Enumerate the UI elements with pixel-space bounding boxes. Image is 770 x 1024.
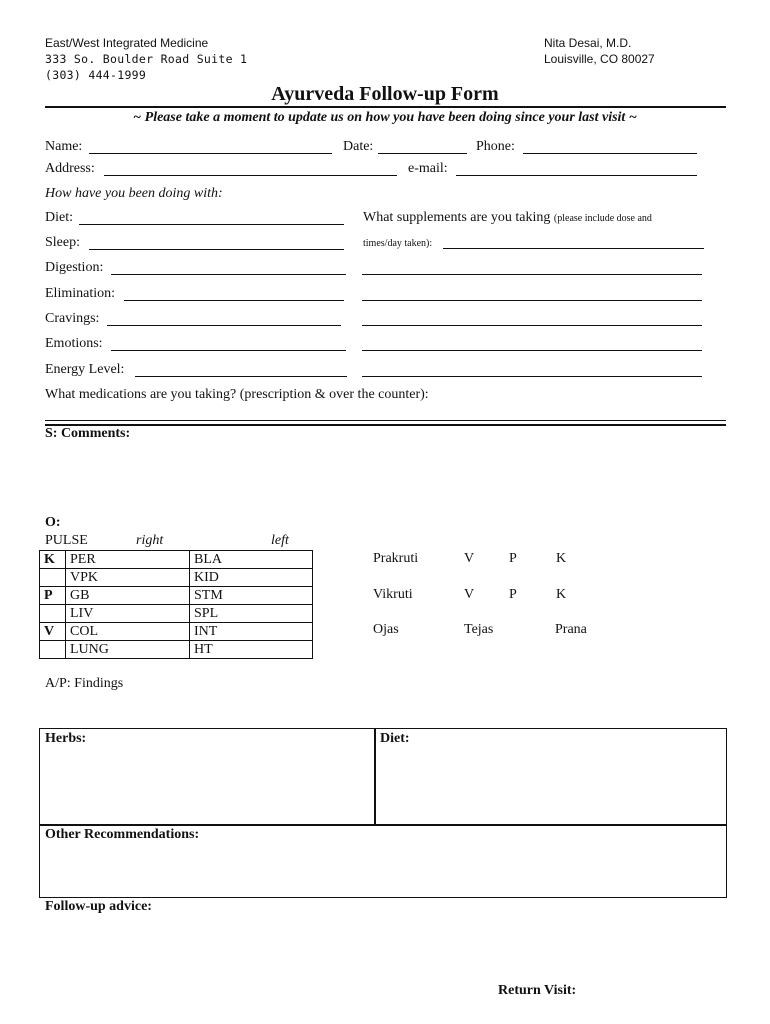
supplements-field-5[interactable] bbox=[362, 350, 702, 351]
medications-question: What medications are you taking? (prescription & over the counter): bbox=[45, 387, 429, 402]
ojas-label[interactable]: Ojas bbox=[373, 622, 399, 637]
dosha-cell: K bbox=[40, 551, 66, 569]
phone-label: Phone: bbox=[476, 139, 515, 154]
page-subtitle: ~ Please take a moment to update us on how you have been doing since your last visit ~ bbox=[133, 110, 637, 125]
page-title: Ayurveda Follow-up Form bbox=[271, 83, 499, 105]
date-label: Date: bbox=[343, 139, 374, 154]
energy-field[interactable] bbox=[135, 376, 347, 377]
right-pulse-cell: GB bbox=[66, 587, 190, 605]
energy-label: Energy Level: bbox=[45, 362, 125, 377]
supplements-field-6[interactable] bbox=[362, 376, 702, 377]
address-field[interactable] bbox=[104, 175, 397, 176]
date-field[interactable] bbox=[378, 153, 467, 154]
cravings-label: Cravings: bbox=[45, 311, 100, 326]
other-recommendations-label: Other Recommendations: bbox=[45, 827, 200, 842]
prakruti-v[interactable]: V bbox=[464, 551, 475, 566]
digestion-field[interactable] bbox=[111, 274, 346, 275]
dosha-cell: P bbox=[40, 587, 66, 605]
pulse-right-label: right bbox=[136, 533, 164, 548]
left-pulse-cell: BLA bbox=[190, 551, 313, 569]
prakruti-p[interactable]: P bbox=[509, 551, 517, 566]
supplements-field-3[interactable] bbox=[362, 300, 702, 301]
dosha-cell: V bbox=[40, 623, 66, 641]
clinic-phone: (303) 444-1999 bbox=[45, 68, 147, 82]
pulse-row bbox=[40, 587, 313, 605]
supplements-question-text: What supplements are you taking bbox=[363, 210, 551, 225]
clinic-city: Louisville, CO 80027 bbox=[544, 52, 655, 66]
diet-box[interactable] bbox=[374, 728, 727, 826]
name-field[interactable] bbox=[89, 153, 332, 154]
supplements-field-2[interactable] bbox=[362, 274, 702, 275]
prana-label[interactable]: Prana bbox=[555, 622, 587, 637]
supplements-note-2: times/day taken): bbox=[363, 238, 433, 249]
clinic-name: East/West Integrated Medicine bbox=[45, 36, 209, 50]
pulse-row bbox=[40, 551, 313, 569]
medications-rule bbox=[45, 420, 726, 426]
tejas-label[interactable]: Tejas bbox=[464, 622, 494, 637]
return-visit-label: Return Visit: bbox=[498, 983, 577, 998]
diet-field[interactable] bbox=[79, 224, 344, 225]
supplements-field-4[interactable] bbox=[362, 325, 702, 326]
comments-label: S: Comments: bbox=[45, 426, 131, 441]
diet-box-label: Diet: bbox=[380, 731, 410, 746]
sleep-label: Sleep: bbox=[45, 235, 80, 250]
herbs-label: Herbs: bbox=[45, 731, 87, 746]
right-pulse-cell: VPK bbox=[66, 569, 190, 587]
dosha-cell bbox=[40, 641, 66, 659]
address-label: Address: bbox=[45, 161, 95, 176]
right-pulse-cell: LUNG bbox=[66, 641, 190, 659]
left-pulse-cell: INT bbox=[190, 623, 313, 641]
sleep-field[interactable] bbox=[89, 249, 344, 250]
pulse-row bbox=[40, 569, 313, 587]
pulse-label: PULSE bbox=[45, 533, 88, 548]
emotions-label: Emotions: bbox=[45, 336, 103, 351]
followup-label: Follow-up advice: bbox=[45, 899, 152, 914]
elimination-label: Elimination: bbox=[45, 286, 115, 301]
prakruti-k[interactable]: K bbox=[556, 551, 567, 566]
left-pulse-cell: STM bbox=[190, 587, 313, 605]
pulse-row bbox=[40, 641, 313, 659]
name-label: Name: bbox=[45, 139, 83, 154]
supplements-note: (please include dose and bbox=[553, 213, 652, 224]
prakruti-label: Prakruti bbox=[373, 551, 419, 566]
right-pulse-cell: COL bbox=[66, 623, 190, 641]
vikruti-k[interactable]: K bbox=[556, 587, 567, 602]
left-pulse-cell: HT bbox=[190, 641, 313, 659]
left-pulse-cell: SPL bbox=[190, 605, 313, 623]
pulse-table bbox=[39, 550, 313, 659]
emotions-field[interactable] bbox=[111, 350, 346, 351]
clinic-street: 333 So. Boulder Road Suite 1 bbox=[45, 52, 248, 66]
findings-label: A/P: Findings bbox=[45, 676, 124, 691]
supplements-question bbox=[363, 210, 652, 226]
doing-heading: How have you been doing with: bbox=[45, 186, 223, 201]
right-pulse-cell: LIV bbox=[66, 605, 190, 623]
diet-label: Diet: bbox=[45, 210, 73, 225]
vikruti-label: Vikruti bbox=[373, 587, 413, 602]
dosha-cell bbox=[40, 605, 66, 623]
herbs-box[interactable] bbox=[39, 728, 376, 826]
supplements-field-1[interactable] bbox=[443, 248, 704, 249]
vikruti-p[interactable]: P bbox=[509, 587, 517, 602]
pulse-row bbox=[40, 623, 313, 641]
cravings-field[interactable] bbox=[107, 325, 341, 326]
email-label: e-mail: bbox=[408, 161, 448, 176]
title-rule bbox=[45, 106, 726, 108]
vikruti-v[interactable]: V bbox=[464, 587, 475, 602]
dosha-cell bbox=[40, 569, 66, 587]
left-pulse-cell: KID bbox=[190, 569, 313, 587]
pulse-left-label: left bbox=[271, 533, 289, 548]
objective-label: O: bbox=[45, 515, 61, 530]
right-pulse-cell: PER bbox=[66, 551, 190, 569]
email-field[interactable] bbox=[456, 175, 697, 176]
digestion-label: Digestion: bbox=[45, 260, 104, 275]
phone-field[interactable] bbox=[523, 153, 697, 154]
doctor-name: Nita Desai, M.D. bbox=[544, 36, 632, 50]
elimination-field[interactable] bbox=[124, 300, 344, 301]
pulse-row bbox=[40, 605, 313, 623]
